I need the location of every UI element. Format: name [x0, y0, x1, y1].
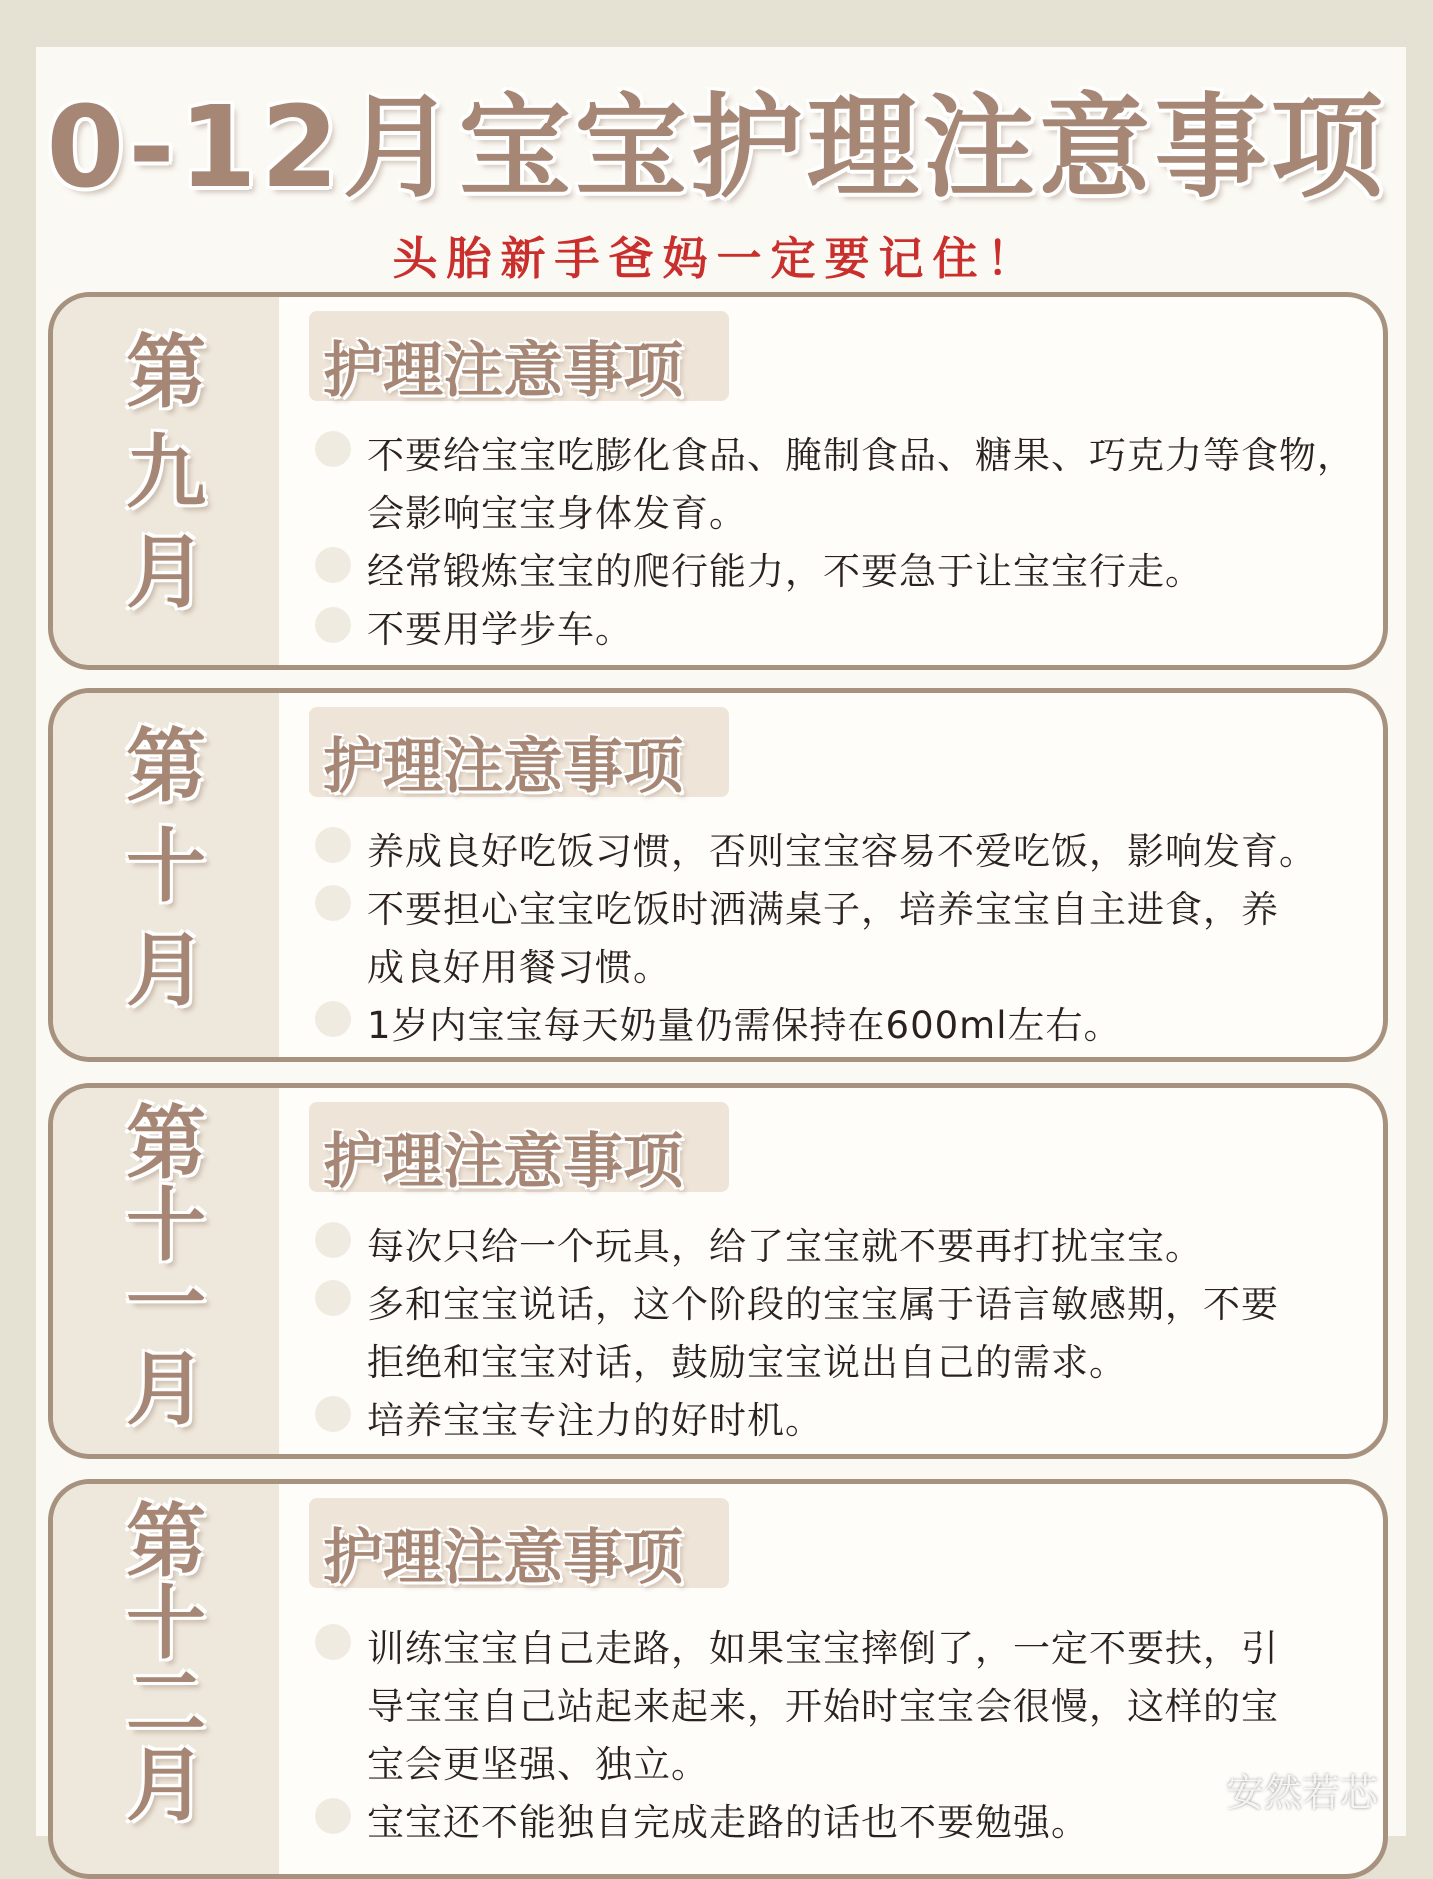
section-tag-label: 护理注意事项	[323, 1523, 683, 1593]
note-line: 多和宝宝说话，这个阶段的宝宝属于语言敏感期，不要	[367, 1283, 1279, 1326]
section-tag	[309, 311, 729, 406]
section-tag-label: 护理注意事项	[323, 732, 683, 802]
month-char: 月	[126, 526, 206, 619]
month-char: 二	[126, 1657, 206, 1750]
month-char: 一	[126, 1257, 206, 1350]
watermark: 安然若芯	[1226, 1771, 1379, 1815]
note-line: 导宝宝自己站起来起来，开始时宝宝会很慢，这样的宝	[367, 1685, 1279, 1728]
note-line: 1岁内宝宝每天奶量仍需保持在600ml左右。	[367, 1004, 1122, 1047]
note-line: 训练宝宝自己走路，如果宝宝摔倒了，一定不要扶，引	[367, 1627, 1279, 1670]
page-title: 0-12月宝宝护理注意事项	[46, 83, 1387, 213]
note-line: 经常锻炼宝宝的爬行能力，不要急于让宝宝行走。	[367, 550, 1203, 593]
note-line: 养成良好吃饭习惯，否则宝宝容易不爱吃饭，影响发育。	[367, 830, 1317, 873]
month-label-column	[53, 1088, 279, 1454]
section-tag-label: 护理注意事项	[323, 336, 683, 406]
month-card-9	[48, 292, 1388, 670]
bullet-dot	[315, 547, 351, 583]
note-line: 会影响宝宝身体发育。	[367, 492, 747, 535]
note-line: 成良好用餐习惯。	[367, 946, 671, 989]
month-char: 十	[126, 820, 206, 913]
bullet-dot	[315, 1280, 351, 1316]
page-subtitle: 头胎新手爸妈一定要记住！	[392, 232, 1041, 285]
month-char: 十	[126, 1577, 206, 1670]
note-line: 不要担心宝宝吃饭时洒满桌子，培养宝宝自主进食，养	[367, 888, 1279, 931]
note-line: 不要给宝宝吃膨化食品、腌制食品、糖果、巧克力等食物，	[367, 434, 1355, 477]
month-char: 月	[126, 1343, 206, 1436]
month-label-column	[53, 693, 279, 1057]
month-char: 第	[126, 326, 206, 419]
note-line: 不要用学步车。	[367, 608, 633, 651]
month-char: 月	[126, 1739, 206, 1832]
month-char: 第	[126, 1097, 206, 1190]
bullet-dot	[315, 1798, 351, 1834]
section-tag	[309, 1102, 729, 1197]
month-char: 月	[126, 924, 206, 1017]
month-card-12	[48, 1479, 1388, 1879]
month-char: 十	[126, 1179, 206, 1272]
section-tag	[309, 1498, 729, 1593]
month-card-10	[48, 688, 1388, 1062]
bullet-dot	[315, 1001, 351, 1037]
section-tag-label: 护理注意事项	[323, 1127, 683, 1197]
bullet-dot	[315, 1624, 351, 1660]
bullet-dot	[315, 885, 351, 921]
month-label-column	[53, 1484, 279, 1874]
bullet-dot	[315, 827, 351, 863]
month-char: 第	[126, 1495, 206, 1588]
month-card-11	[48, 1083, 1388, 1459]
bullet-dot	[315, 607, 351, 643]
bullet-dot	[315, 1396, 351, 1432]
note-line: 拒绝和宝宝对话，鼓励宝宝说出自己的需求。	[367, 1341, 1127, 1384]
month-label-column	[53, 297, 279, 665]
note-line: 宝会更坚强、独立。	[367, 1743, 709, 1786]
note-line: 培养宝宝专注力的好时机。	[367, 1399, 823, 1442]
note-line: 宝宝还不能独自完成走路的话也不要勉强。	[367, 1801, 1089, 1844]
bullet-dot	[315, 431, 351, 467]
bullet-dot	[315, 1222, 351, 1258]
section-tag	[309, 707, 729, 802]
month-char: 第	[126, 720, 206, 813]
note-line: 每次只给一个玩具，给了宝宝就不要再打扰宝宝。	[367, 1225, 1203, 1268]
month-char: 九	[126, 426, 206, 519]
